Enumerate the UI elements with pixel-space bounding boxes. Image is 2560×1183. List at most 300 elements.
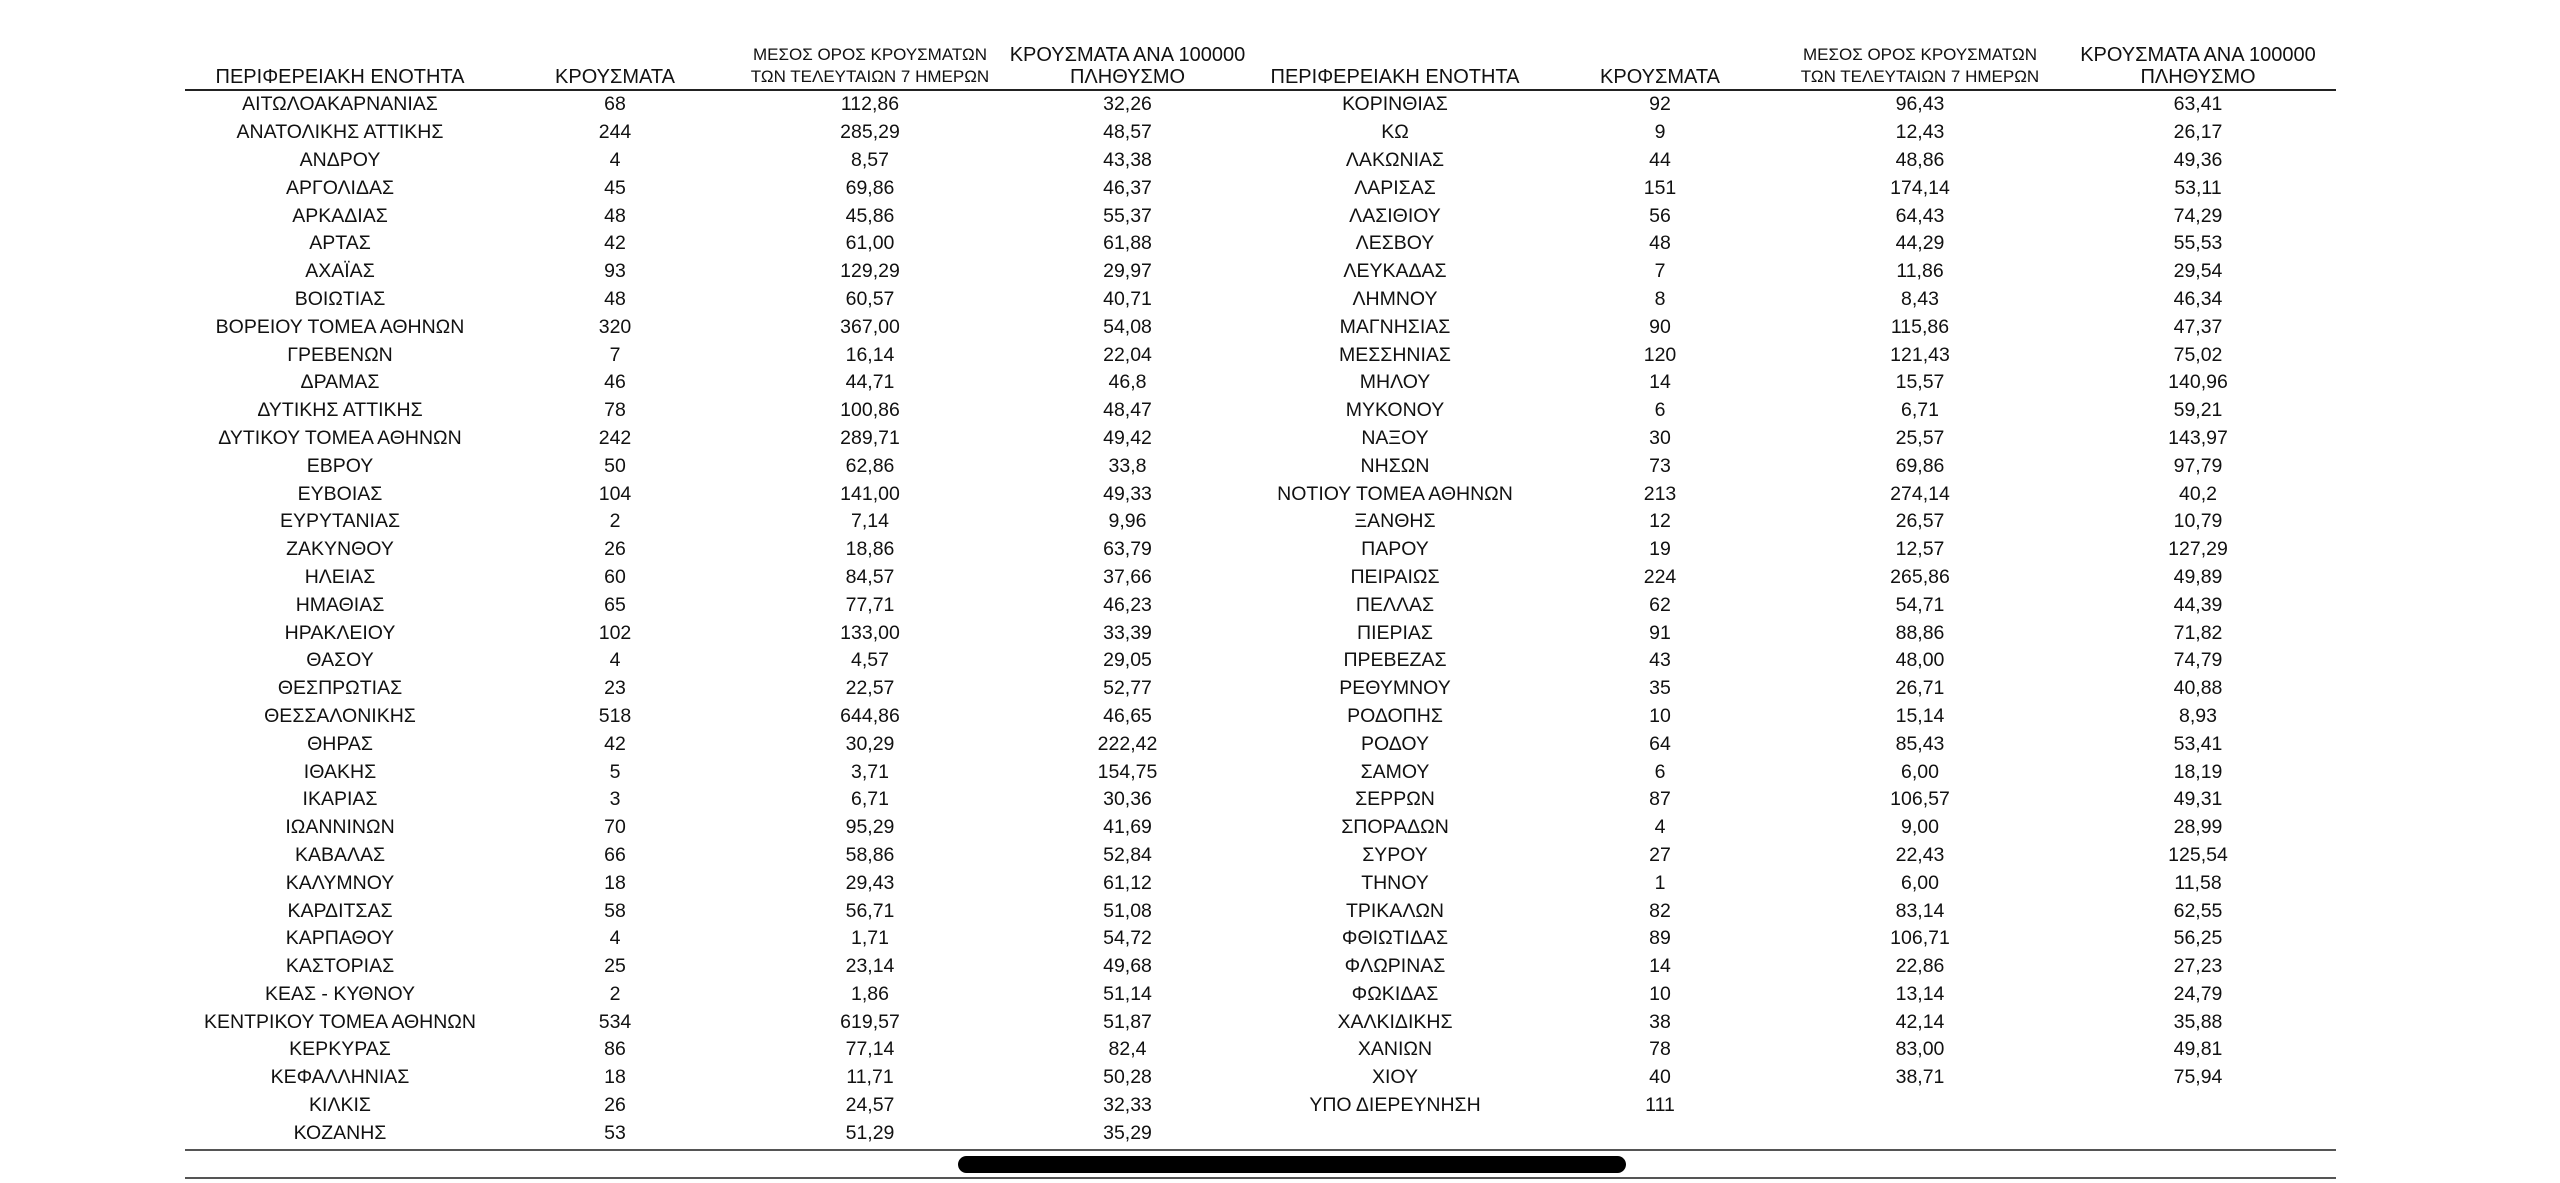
right-avg-7days-cell: 121,43 — [1890, 343, 1950, 366]
table-row — [185, 1008, 2336, 1036]
right-avg-7days-cell: 83,14 — [1895, 899, 1945, 922]
right-regional-unit-cell: ΡΟΔΟΠΗΣ — [1347, 704, 1443, 727]
left-per-100000-cell: 63,79 — [1103, 538, 1152, 561]
left-cases-cell: 48 — [604, 204, 626, 227]
left-regional-unit-cell: ΚΕΑΣ - ΚΥΘΝΟΥ — [264, 982, 416, 1005]
right-cases-cell: 64 — [1649, 732, 1671, 755]
left-avg-7days-cell: 84,57 — [845, 565, 895, 588]
left-avg-7days-cell: 6,71 — [851, 788, 889, 811]
left-regional-unit-cell: ΖΑΚΥΝΘΟΥ — [286, 538, 394, 561]
left-regional-unit-cell: ΑΡΓΟΛΙΔΑΣ — [285, 176, 395, 199]
right-cases-cell — [1540, 1119, 1780, 1147]
left-avg-7days-cell: 69,86 — [845, 176, 895, 199]
left-avg-7days-cell: 11,71 — [846, 1066, 894, 1089]
right-avg-7days-cell: 115,86 — [1890, 315, 1950, 338]
right-cases-cell: 27 — [1649, 843, 1671, 866]
right-per-100000-cell: 49,31 — [2173, 788, 2223, 811]
right-per-100000-cell: 18,19 — [2173, 760, 2223, 783]
left-per-100000-cell: 37,66 — [1103, 565, 1152, 588]
table-row — [185, 258, 2336, 286]
right-per-100000-cell: 49,81 — [2173, 1038, 2223, 1061]
left-cases-cell: 48 — [604, 287, 626, 310]
right-per-100000-cell: 62,55 — [2173, 899, 2223, 922]
right-avg-7days-cell: 174,14 — [1890, 176, 1950, 199]
left-cases-cell: 2 — [609, 982, 621, 1005]
left-per-100000-cell: 40,71 — [1103, 287, 1152, 310]
right-regional-unit-cell — [1250, 1119, 1540, 1147]
left-per-100000-cell: 51,08 — [1103, 899, 1152, 922]
left-avg-7days-cell: 1,71 — [851, 927, 889, 950]
left-regional-unit-cell: ΒΟΙΩΤΙΑΣ — [294, 287, 386, 310]
table-row — [185, 897, 2336, 925]
right-cases-cell: 89 — [1649, 927, 1671, 950]
left-regional-unit-cell: ΗΡΑΚΛΕΙΟΥ — [284, 621, 396, 644]
left-regional-unit-cell: ΘΗΡΑΣ — [307, 732, 373, 755]
left-regional-unit-cell: ΕΥΒΟΙΑΣ — [297, 482, 383, 505]
right-cases-cell: 12 — [1649, 510, 1671, 533]
right-avg-7days-cell: 11,86 — [1896, 260, 1944, 283]
left-regional-unit-cell: ΑΧΑΪΑΣ — [305, 260, 375, 283]
table-row — [185, 842, 2336, 870]
table-row — [185, 90, 2336, 119]
right-regional-unit-cell: ΡΟΔΟΥ — [1361, 732, 1429, 755]
left-per-100000-cell: 154,75 — [1097, 760, 1158, 783]
right-regional-unit-cell: ΛΑΣΙΘΙΟΥ — [1349, 204, 1441, 227]
left-regional-unit-cell: ΕΥΡΥΤΑΝΙΑΣ — [279, 510, 401, 533]
right-cases-cell: 87 — [1649, 788, 1671, 811]
left-cases-cell: 518 — [598, 704, 632, 727]
right-regional-unit-cell: ΠΕΙΡΑΙΩΣ — [1350, 565, 1440, 588]
right-per-100000-cell: 53,41 — [2173, 732, 2223, 755]
left-per-100000-cell: 46,8 — [1108, 371, 1147, 394]
right-regional-unit-cell: ΜΕΣΣΗΝΙΑΣ — [1338, 343, 1451, 366]
left-cases-cell: 46 — [604, 371, 626, 394]
left-per-100000-cell: 46,37 — [1103, 176, 1152, 199]
left-per-100000-cell: 33,39 — [1103, 621, 1152, 644]
right-per-100000-cell: 74,79 — [2173, 649, 2223, 672]
right-avg-7days-cell: 85,43 — [1895, 732, 1945, 755]
left-cases-cell: 53 — [604, 1121, 626, 1144]
left-cases-cell: 2 — [609, 510, 621, 533]
table-body — [185, 90, 2336, 1147]
right-avg-7days-cell: 42,14 — [1895, 1010, 1945, 1033]
table-row — [185, 591, 2336, 619]
right-per-100000-cell: 75,02 — [2173, 343, 2223, 366]
right-avg-7days-cell: 15,14 — [1895, 704, 1945, 727]
left-regional-unit-cell: ΚΑΒΑΛΑΣ — [294, 843, 386, 866]
header-cases-left: ΚΡΟΥΣΜΑΤΑ — [495, 44, 735, 90]
left-avg-7days-cell: 644,86 — [840, 704, 900, 727]
right-avg-7days-cell: 6,00 — [1901, 871, 1939, 894]
header-row — [185, 44, 2336, 90]
table-row — [185, 1092, 2336, 1120]
right-regional-unit-cell: ΦΩΚΙΔΑΣ — [1351, 982, 1439, 1005]
right-avg-7days-cell: 106,57 — [1890, 788, 1950, 811]
left-avg-7days-cell: 3,71 — [851, 760, 889, 783]
table-row — [185, 313, 2336, 341]
left-avg-7days-cell: 23,14 — [845, 955, 895, 978]
right-regional-unit-cell: ΦΘΙΩΤΙΔΑΣ — [1341, 927, 1449, 950]
right-avg-7days-cell: 25,57 — [1895, 426, 1945, 449]
right-per-100000-cell: 24,79 — [2173, 982, 2223, 1005]
right-per-100000-cell: 140,96 — [2168, 371, 2228, 394]
table-row — [185, 1036, 2336, 1064]
left-cases-cell: 104 — [598, 482, 632, 505]
right-avg-7days-cell: 54,71 — [1895, 593, 1945, 616]
left-regional-unit-cell: ΗΛΕΙΑΣ — [304, 565, 376, 588]
right-cases-cell: 92 — [1649, 93, 1671, 116]
left-cases-cell: 58 — [604, 899, 626, 922]
right-regional-unit-cell: ΡΕΘΥΜΝΟΥ — [1339, 677, 1451, 700]
left-per-100000-cell: 55,37 — [1103, 204, 1152, 227]
left-per-100000-cell: 46,65 — [1103, 704, 1152, 727]
right-cases-cell: 35 — [1649, 677, 1671, 700]
left-per-100000-cell: 30,36 — [1103, 788, 1152, 811]
left-avg-7days-cell: 133,00 — [840, 621, 900, 644]
right-regional-unit-cell: ΞΑΝΘΗΣ — [1354, 510, 1436, 533]
left-per-100000-cell: 49,68 — [1103, 955, 1152, 978]
left-cases-cell: 320 — [598, 315, 632, 338]
table-row — [185, 425, 2336, 453]
right-avg-7days-cell: 83,00 — [1895, 1038, 1945, 1061]
left-avg-7days-cell: 619,57 — [840, 1010, 900, 1033]
right-avg-7days-cell: 22,43 — [1895, 843, 1945, 866]
right-cases-cell: 19 — [1649, 538, 1671, 561]
header-per-100000-right — [2060, 44, 2336, 90]
left-cases-cell: 66 — [604, 843, 626, 866]
table-row — [185, 1119, 2336, 1147]
table-row — [185, 397, 2336, 425]
right-avg-7days-cell: 64,43 — [1895, 204, 1945, 227]
right-cases-cell: 120 — [1643, 343, 1677, 366]
right-per-100000-cell: 74,29 — [2173, 204, 2223, 227]
table-row — [185, 647, 2336, 675]
right-avg-7days-cell — [1780, 1119, 2060, 1147]
right-avg-7days-cell: 265,86 — [1890, 565, 1950, 588]
right-per-100000-cell: 71,82 — [2173, 621, 2223, 644]
left-cases-cell: 50 — [604, 454, 626, 477]
left-regional-unit-cell: ΙΚΑΡΙΑΣ — [302, 788, 378, 811]
left-cases-cell: 42 — [604, 232, 626, 255]
right-regional-unit-cell: ΝΗΣΩΝ — [1360, 454, 1430, 477]
left-per-100000-cell: 41,69 — [1103, 816, 1152, 839]
left-cases-cell: 18 — [604, 1066, 626, 1089]
right-avg-7days-cell: 274,14 — [1890, 482, 1950, 505]
left-per-100000-cell: 35,29 — [1103, 1121, 1152, 1144]
header-avg-line1: ΜΕΣΟΣ ΟΡΟΣ ΚΡΟΥΣΜΑΤΩΝ — [753, 45, 987, 64]
right-avg-7days-cell: 44,29 — [1895, 232, 1945, 255]
right-regional-unit-cell: ΛΗΜΝΟΥ — [1352, 287, 1438, 310]
right-cases-cell: 48 — [1649, 232, 1671, 255]
right-per-100000-cell: 56,25 — [2173, 927, 2223, 950]
bottom-rule — [185, 1149, 2336, 1151]
left-cases-cell: 7 — [609, 343, 621, 366]
table-row — [185, 730, 2336, 758]
right-regional-unit-cell: ΛΕΥΚΑΔΑΣ — [1343, 260, 1447, 283]
left-avg-7days-cell: 29,43 — [845, 871, 895, 894]
right-regional-unit-cell: ΤΗΝΟΥ — [1361, 871, 1429, 894]
right-cases-cell: 78 — [1649, 1038, 1671, 1061]
right-regional-unit-cell: ΠΙΕΡΙΑΣ — [1357, 621, 1433, 644]
header-per-100000-left — [1005, 44, 1250, 90]
left-per-100000-cell: 54,08 — [1103, 315, 1152, 338]
right-per-100000-cell: 29,54 — [2173, 260, 2223, 283]
header-avg-7days-right — [1780, 44, 2060, 90]
right-regional-unit-cell: ΣΠΟΡΑΔΩΝ — [1341, 816, 1449, 839]
left-cases-cell: 68 — [604, 93, 626, 116]
left-cases-cell: 5 — [609, 760, 621, 783]
left-regional-unit-cell: ΚΕΡΚΥΡΑΣ — [289, 1038, 391, 1061]
right-regional-unit-cell: ΠΡΕΒΕΖΑΣ — [1343, 649, 1447, 672]
right-cases-cell: 4 — [1654, 816, 1666, 839]
table-row — [185, 147, 2336, 175]
left-per-100000-cell: 82,4 — [1108, 1038, 1147, 1061]
left-regional-unit-cell: ΑΡΤΑΣ — [309, 232, 371, 255]
right-cases-cell: 73 — [1649, 454, 1671, 477]
right-cases-cell: 43 — [1649, 649, 1671, 672]
header-regional-unit-left: ΠΕΡΙΦΕΡΕΙΑΚΗ ΕΝΟΤΗΤΑ — [185, 44, 495, 90]
left-cases-cell: 70 — [604, 816, 626, 839]
right-avg-7days-cell: 6,71 — [1901, 399, 1939, 422]
right-cases-cell: 10 — [1649, 982, 1671, 1005]
left-per-100000-cell: 54,72 — [1103, 927, 1152, 950]
left-cases-cell: 25 — [604, 955, 626, 978]
table-row — [185, 703, 2336, 731]
left-avg-7days-cell: 95,29 — [845, 816, 895, 839]
right-avg-7days-cell: 38,71 — [1895, 1066, 1945, 1089]
left-cases-cell: 4 — [609, 148, 621, 171]
left-avg-7days-cell: 30,29 — [845, 732, 895, 755]
document-page — [185, 44, 2336, 1147]
right-regional-unit-cell: ΧΑΛΚΙΔΙΚΗΣ — [1337, 1010, 1453, 1033]
left-per-100000-cell: 51,14 — [1103, 982, 1152, 1005]
right-avg-7days-cell: 106,71 — [1890, 927, 1950, 950]
right-cases-cell: 1 — [1654, 871, 1666, 894]
left-cases-cell: 4 — [609, 649, 621, 672]
left-cases-cell: 534 — [598, 1010, 632, 1033]
left-per-100000-cell: 61,88 — [1103, 232, 1152, 255]
right-regional-unit-cell: ΣΑΜΟΥ — [1360, 760, 1430, 783]
right-per-100000-cell: 53,11 — [2174, 176, 2222, 199]
right-regional-unit-cell: ΧΙΟΥ — [1372, 1066, 1418, 1089]
table-row — [185, 452, 2336, 480]
left-per-100000-cell: 48,57 — [1103, 121, 1152, 144]
right-avg-7days-cell: 26,57 — [1895, 510, 1945, 533]
left-avg-7days-cell: 112,86 — [840, 93, 900, 116]
left-cases-cell: 65 — [604, 593, 626, 616]
left-avg-7days-cell: 18,86 — [845, 538, 895, 561]
left-per-100000-cell: 222,42 — [1097, 732, 1158, 755]
right-avg-7days-cell: 9,00 — [1901, 816, 1939, 839]
right-regional-unit-cell: ΜΑΓΝΗΣΙΑΣ — [1339, 315, 1451, 338]
left-avg-7days-cell: 58,86 — [845, 843, 895, 866]
left-regional-unit-cell: ΚΕΦΑΛΛΗΝΙΑΣ — [270, 1066, 410, 1089]
left-cases-cell: 78 — [604, 399, 626, 422]
table-row — [185, 202, 2336, 230]
right-cases-cell: 38 — [1649, 1010, 1671, 1033]
right-avg-7days-cell: 26,71 — [1895, 677, 1945, 700]
table-row — [185, 369, 2336, 397]
table-row — [185, 1064, 2336, 1092]
right-per-100000-cell: 127,29 — [2168, 538, 2228, 561]
table-row — [185, 981, 2336, 1009]
left-cases-cell: 3 — [609, 788, 621, 811]
right-regional-unit-cell: ΣΥΡΟΥ — [1362, 843, 1428, 866]
right-cases-cell: 151 — [1643, 176, 1677, 199]
right-avg-7days-cell: 88,86 — [1895, 621, 1945, 644]
left-avg-7days-cell: 24,57 — [845, 1094, 895, 1117]
right-regional-unit-cell: ΜΗΛΟΥ — [1359, 371, 1431, 394]
header-per-line1: ΚΡΟΥΣΜΑΤΑ ΑΝΑ 100000 — [2080, 44, 2316, 66]
left-avg-7days-cell: 44,71 — [845, 371, 895, 394]
header-avg-7days-left — [735, 44, 1005, 90]
right-per-100000-cell: 40,2 — [2179, 482, 2217, 505]
left-regional-unit-cell: ΔΥΤΙΚΗΣ ΑΤΤΙΚΗΣ — [257, 399, 423, 422]
left-per-100000-cell: 50,28 — [1103, 1066, 1152, 1089]
left-avg-7days-cell: 7,14 — [851, 510, 889, 533]
left-per-100000-cell: 49,42 — [1103, 426, 1152, 449]
right-cases-cell: 7 — [1654, 260, 1666, 283]
left-avg-7days-cell: 62,86 — [845, 454, 895, 477]
right-avg-7days-cell: 22,86 — [1895, 955, 1945, 978]
right-regional-unit-cell: ΦΛΩΡΙΝΑΣ — [1344, 955, 1446, 978]
left-per-100000-cell: 9,96 — [1108, 510, 1147, 533]
right-avg-7days-cell: 13,14 — [1895, 982, 1945, 1005]
left-cases-cell: 242 — [598, 426, 632, 449]
left-per-100000-cell: 29,05 — [1103, 649, 1152, 672]
left-regional-unit-cell: ΚΟΖΑΝΗΣ — [293, 1121, 387, 1144]
table-row — [185, 286, 2336, 314]
table-row — [185, 508, 2336, 536]
left-per-100000-cell: 51,87 — [1103, 1010, 1152, 1033]
right-per-100000-cell: 97,79 — [2173, 454, 2223, 477]
right-per-100000-cell: 46,34 — [2173, 287, 2223, 310]
left-cases-cell: 102 — [598, 621, 632, 644]
table-row — [185, 869, 2336, 897]
right-per-100000-cell: 143,97 — [2168, 426, 2228, 449]
left-regional-unit-cell: ΚΑΣΤΟΡΙΑΣ — [285, 955, 395, 978]
left-avg-7days-cell: 77,71 — [845, 593, 895, 616]
left-per-100000-cell: 43,38 — [1103, 148, 1152, 171]
right-cases-cell: 8 — [1654, 287, 1666, 310]
horizontal-scrollbar-thumb[interactable] — [958, 1156, 1626, 1173]
left-per-100000-cell: 22,04 — [1103, 343, 1152, 366]
left-regional-unit-cell: ΘΑΣΟΥ — [306, 649, 374, 672]
left-avg-7days-cell: 45,86 — [845, 204, 895, 227]
left-per-100000-cell: 52,77 — [1103, 677, 1152, 700]
right-per-100000-cell: 28,99 — [2173, 816, 2223, 839]
left-regional-unit-cell: ΗΜΑΘΙΑΣ — [295, 593, 385, 616]
left-cases-cell: 23 — [604, 677, 626, 700]
right-per-100000-cell: 11,58 — [2174, 871, 2222, 894]
table-row — [185, 536, 2336, 564]
right-per-100000-cell — [2060, 1119, 2336, 1147]
left-cases-cell: 26 — [604, 1094, 626, 1117]
right-regional-unit-cell: ΚΟΡΙΝΘΙΑΣ — [1342, 93, 1448, 116]
left-regional-unit-cell: ΔΡΑΜΑΣ — [300, 371, 380, 394]
right-avg-7days-cell: 96,43 — [1895, 93, 1945, 116]
table-row — [185, 174, 2336, 202]
right-per-100000-cell: 40,88 — [2173, 677, 2223, 700]
right-cases-cell: 90 — [1649, 315, 1671, 338]
right-cases-cell: 224 — [1643, 565, 1677, 588]
right-cases-cell: 111 — [1645, 1094, 1675, 1117]
right-per-100000-cell: 125,54 — [2168, 843, 2228, 866]
right-cases-cell: 44 — [1649, 148, 1671, 171]
header-per-line2: ΠΛΗΘΥΣΜΟ — [2140, 66, 2256, 88]
left-regional-unit-cell: ΘΕΣΠΡΩΤΙΑΣ — [277, 677, 403, 700]
right-regional-unit-cell: ΠΕΛΛΑΣ — [1355, 593, 1435, 616]
left-avg-7days-cell: 60,57 — [845, 287, 895, 310]
left-regional-unit-cell: ΙΘΑΚΗΣ — [303, 760, 377, 783]
right-regional-unit-cell: ΛΑΚΩΝΙΑΣ — [1345, 148, 1445, 171]
left-avg-7days-cell: 129,29 — [840, 260, 900, 283]
right-avg-7days-cell: 12,43 — [1895, 121, 1945, 144]
table-row — [185, 119, 2336, 147]
right-cases-cell: 82 — [1649, 899, 1671, 922]
table-row — [185, 925, 2336, 953]
right-regional-unit-cell: ΝΑΞΟΥ — [1361, 426, 1429, 449]
left-avg-7days-cell: 51,29 — [845, 1121, 895, 1144]
left-avg-7days-cell: 100,86 — [840, 399, 900, 422]
right-cases-cell: 40 — [1649, 1066, 1671, 1089]
left-cases-cell: 45 — [604, 176, 626, 199]
left-cases-cell: 18 — [604, 871, 626, 894]
right-per-100000-cell: 49,36 — [2173, 148, 2223, 171]
left-avg-7days-cell: 56,71 — [845, 899, 895, 922]
left-regional-unit-cell: ΔΥΤΙΚΟΥ ΤΟΜΕΑ ΑΘΗΝΩΝ — [218, 426, 462, 449]
right-avg-7days-cell: 48,00 — [1895, 649, 1945, 672]
table-row — [185, 564, 2336, 592]
header-avg-line1: ΜΕΣΟΣ ΟΡΟΣ ΚΡΟΥΣΜΑΤΩΝ — [1803, 45, 2037, 64]
right-avg-7days-cell: 6,00 — [1901, 760, 1939, 783]
table-row — [185, 480, 2336, 508]
table-row — [185, 814, 2336, 842]
right-per-100000-cell: 49,89 — [2173, 565, 2223, 588]
covid-cases-table — [185, 44, 2336, 1147]
header-regional-unit-right: ΠΕΡΙΦΕΡΕΙΑΚΗ ΕΝΟΤΗΤΑ — [1250, 44, 1540, 90]
right-cases-cell: 56 — [1649, 204, 1671, 227]
right-cases-cell: 14 — [1649, 955, 1671, 978]
right-per-100000-cell — [2060, 1092, 2336, 1120]
left-avg-7days-cell: 16,14 — [845, 343, 895, 366]
left-per-100000-cell: 52,84 — [1103, 843, 1152, 866]
right-avg-7days-cell: 15,57 — [1895, 371, 1945, 394]
left-regional-unit-cell: ΚΕΝΤΡΙΚΟΥ ΤΟΜΕΑ ΑΘΗΝΩΝ — [204, 1010, 476, 1033]
right-per-100000-cell: 47,37 — [2173, 315, 2223, 338]
right-per-100000-cell: 27,23 — [2173, 955, 2223, 978]
left-regional-unit-cell: ΕΒΡΟΥ — [306, 454, 374, 477]
left-avg-7days-cell: 77,14 — [845, 1038, 895, 1061]
right-regional-unit-cell: ΝΟΤΙΟΥ ΤΟΜΕΑ ΑΘΗΝΩΝ — [1277, 482, 1513, 505]
left-avg-7days-cell: 61,00 — [845, 232, 895, 255]
left-regional-unit-cell: ΚΙΛΚΙΣ — [309, 1094, 371, 1117]
left-cases-cell: 26 — [604, 538, 626, 561]
table-row — [185, 758, 2336, 786]
table-row — [185, 786, 2336, 814]
left-cases-cell: 244 — [598, 121, 632, 144]
left-per-100000-cell: 29,97 — [1103, 260, 1152, 283]
left-avg-7days-cell: 141,00 — [840, 482, 900, 505]
left-per-100000-cell: 32,26 — [1103, 93, 1152, 116]
right-per-100000-cell: 26,17 — [2173, 121, 2223, 144]
right-cases-cell: 10 — [1649, 704, 1671, 727]
left-regional-unit-cell: ΚΑΡΠΑΘΟΥ — [285, 927, 395, 950]
right-cases-cell: 213 — [1643, 482, 1677, 505]
header-avg-line2: ΤΩΝ ΤΕΛΕΥΤΑΙΩΝ 7 ΗΜΕΡΩΝ — [750, 67, 990, 86]
left-cases-cell: 60 — [604, 565, 626, 588]
right-regional-unit-cell: ΣΕΡΡΩΝ — [1355, 788, 1435, 811]
